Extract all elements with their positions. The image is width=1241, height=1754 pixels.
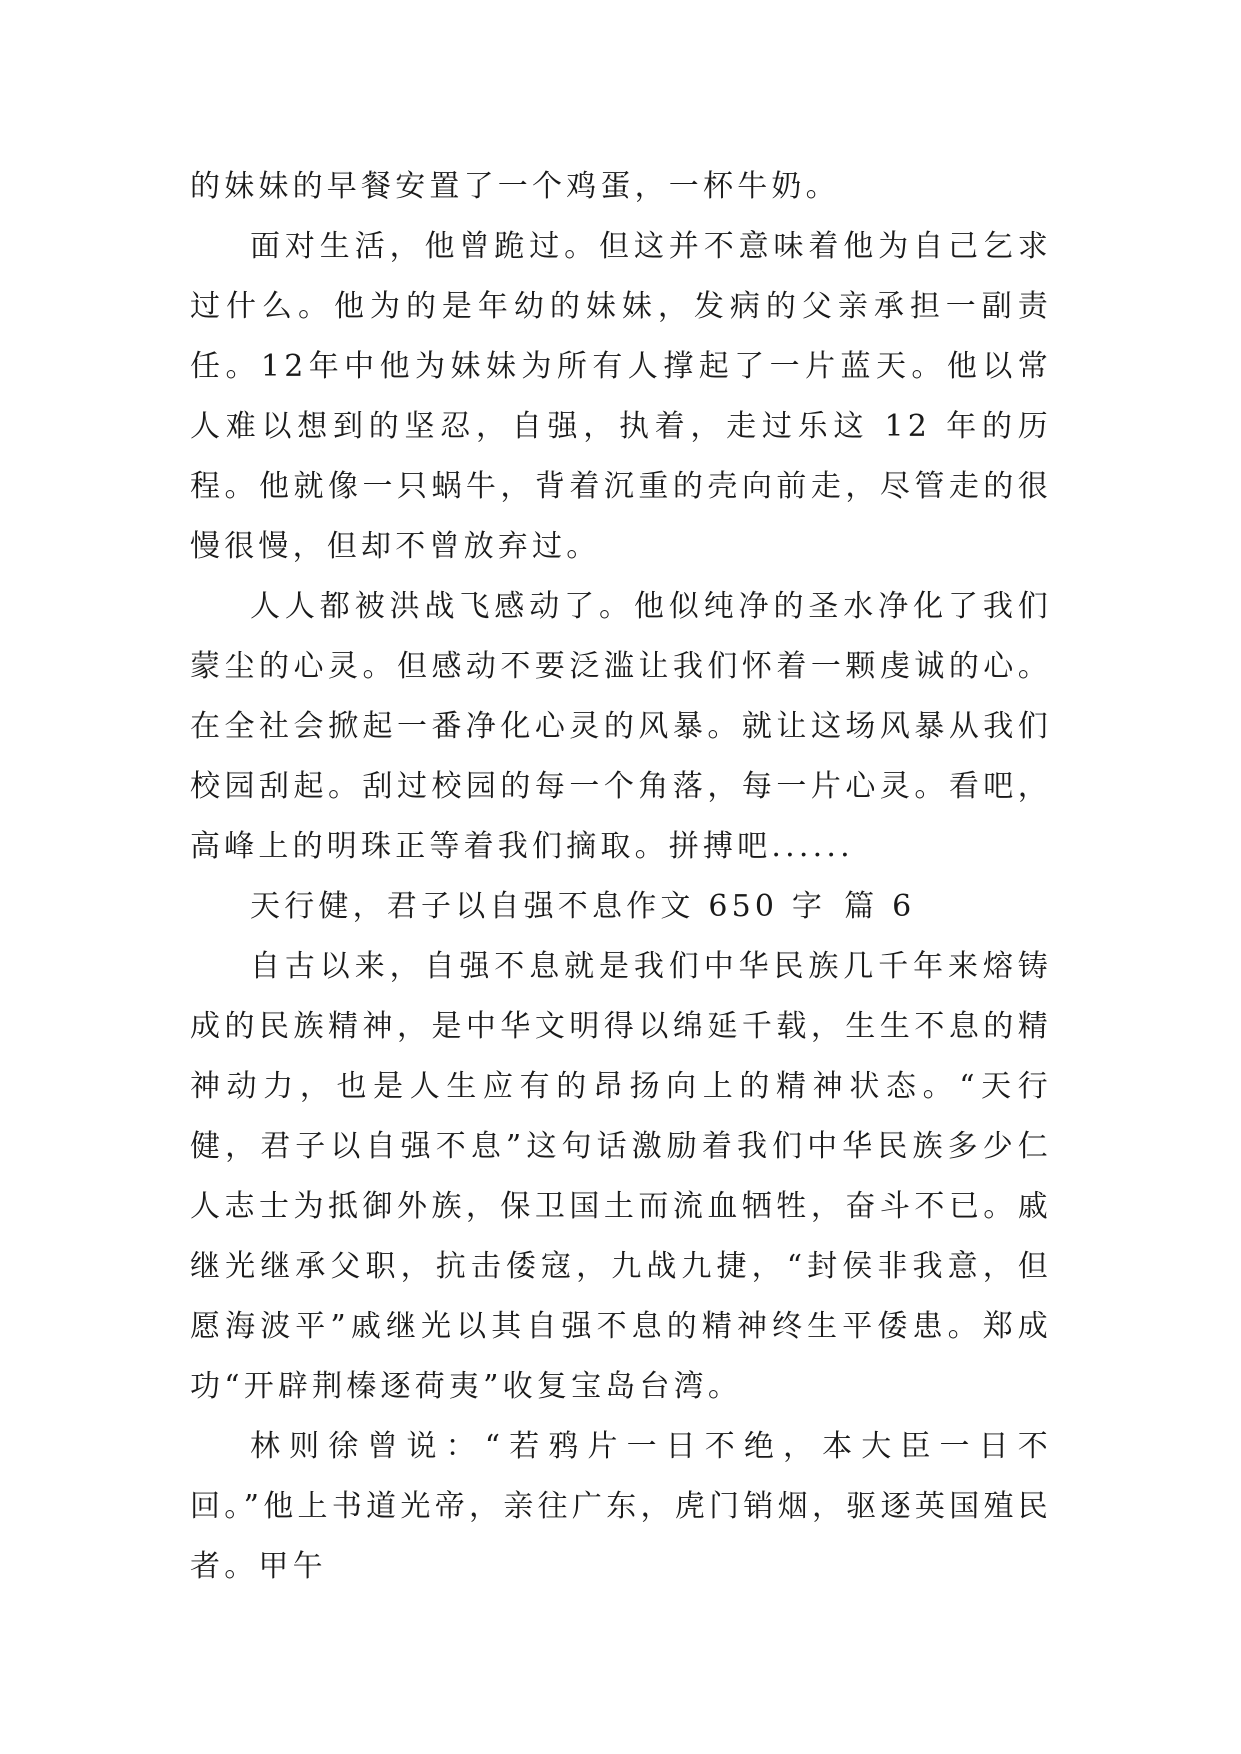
section-heading <box>190 877 1052 937</box>
section-label: 篇 6 <box>844 889 916 924</box>
paragraph-continuation: 的妹妹的早餐安置了一个鸡蛋，一杯牛奶。 <box>190 169 840 204</box>
paragraph-lin-zexu: 林则徐曾说：“若鸦片一日不绝，本大臣一日不回。”他上书道光帝，亲往广东，虎门销烟，驱逐英国殖民者。甲午 <box>190 1429 1052 1584</box>
paragraph-moved-by-hong: 人人都被洪战飞感动了。他似纯净的圣水净化了我们蒙尘的心灵。但感动不要泛滥让我们怀着一颗虔诚的心。在全社会掀起一番净化心灵的风暴。就让这场风暴从我们校园刮起。刮过校园的每一个角落，每一片心灵。看吧，高峰上的明珠正等着我们摘取。拼搏吧...... <box>190 589 1052 864</box>
paragraph-hong-zhanfei-life: 面对生活，他曾跪过。但这并不意味着他为自己乞求过什么。他为的是年幼的妹妹，发病的父亲承担一副责任。12年中他为妹妹为所有人撑起了一片蓝天。他以常人难以想到的坚忍，自强，执着，走过乐这 12 年的历程。他就像一只蜗牛，背着沉重的壳向前走，尽管走的很慢很慢，但却不曾放弃过。 <box>190 229 1052 564</box>
paragraph-self-improvement-spirit: 自古以来，自强不息就是我们中华民族几千年来熔铸成的民族精神，是中华文明得以绵延千载，生生不息的精神动力，也是人生应有的昂扬向上的精神状态。“天行健，君子以自强不息”这句话激励着我们中华民族多少仁人志士为抵御外族，保卫国土而流血牺牲，奋斗不已。戚继光继承父职，抗击倭寇，九战九捷，“封侯非我意，但愿海波平”戚继光以其自强不息的精神终生平倭患。郑成功“开辟荆榛逐荷夷”收复宝岛台湾。 <box>190 949 1052 1404</box>
document-body <box>190 157 1052 1597</box>
section-title: 天行健，君子以自强不息作文 650 字 <box>250 889 827 924</box>
